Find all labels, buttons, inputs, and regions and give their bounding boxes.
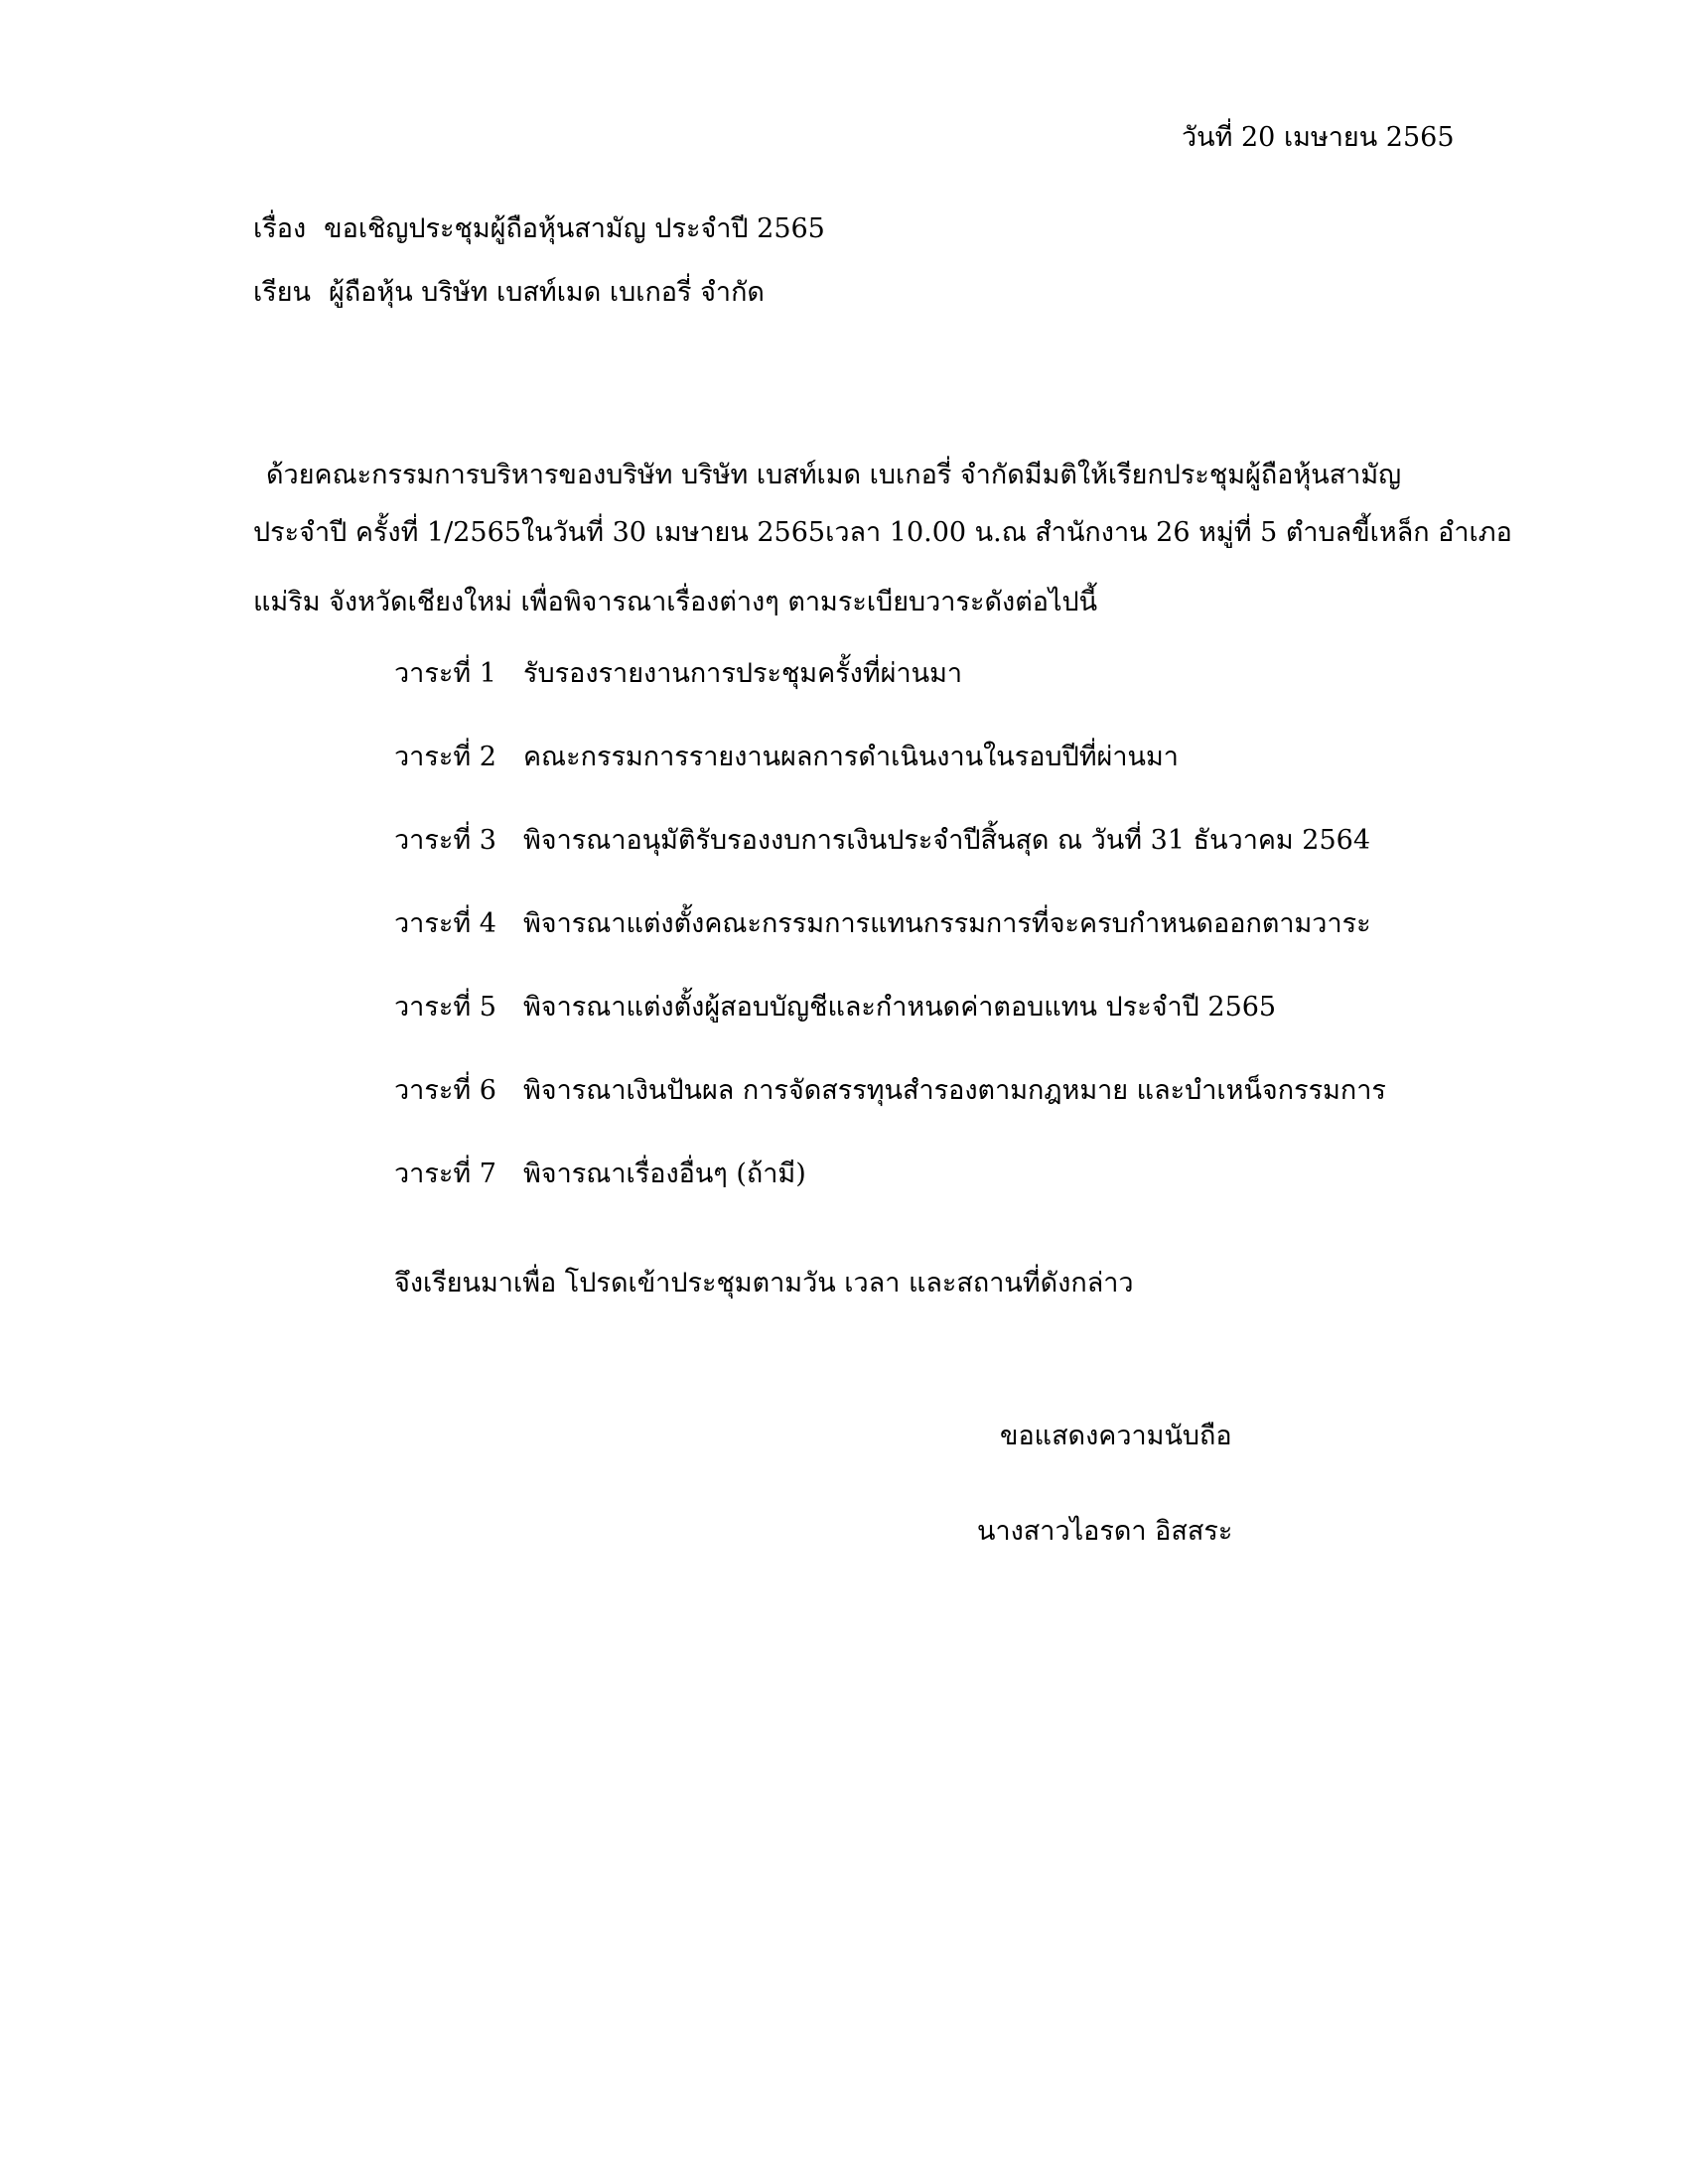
subject-text: ขอเชิญประชุมผู้ถือหุ้นสามัญ ประจำปี 2565: [324, 213, 825, 244]
closing-sentence: จึงเรียนมาเพื่อ โปรดเข้าประชุมตามวัน เวลา และสถานที่ดังกล่าว: [394, 1268, 1134, 1298]
agenda-item-5: [394, 991, 1386, 1074]
salutation-text: ผู้ถือหุ้น บริษัท เบสท์เมด เบเกอรี่ จำกัด: [329, 277, 765, 308]
agenda-number: วาระที่ 3: [394, 825, 496, 856]
agenda-text: พิจารณาเงินปันผล การจัดสรรทุนสำรองตามกฎหมาย และบำเหน็จกรรมการ: [523, 1075, 1386, 1106]
signer-name: นางสาวไอรดา อิสสระ: [977, 1516, 1233, 1547]
agenda-number: วาระที่ 4: [394, 908, 496, 939]
agenda-text: คณะกรรมการรายงานผลการดำเนินงานในรอบปีที่ผ่านมา: [523, 742, 1179, 772]
subject-line: [253, 212, 825, 246]
salutation-line: [253, 276, 765, 310]
letter-date: วันที่ 20 เมษายน 2565: [1182, 122, 1455, 153]
agenda-item-7: [394, 1158, 1386, 1241]
agenda-list: [394, 657, 1386, 1241]
agenda-item-2: [394, 741, 1386, 824]
salutation-label: เรียน: [253, 277, 312, 308]
agenda-number: วาระที่ 5: [394, 992, 496, 1023]
agenda-item-3: [394, 824, 1386, 907]
agenda-text: พิจารณาแต่งตั้งผู้สอบบัญชีและกำหนดค่าตอบแทน ประจำปี 2565: [523, 992, 1277, 1023]
agenda-text: พิจารณาอนุมัติรับรองงบการเงินประจำปีสิ้นสุด ณ วันที่ 31 ธันวาคม 2564: [523, 825, 1371, 856]
body-paragraph-line-1: ด้วยคณะกรรมการบริหารของบริษัท บริษัท เบสท์เมด เบเกอรี่ จำกัดมีมติให้เรียกประชุมผู้ถือหุ้นสามัญ: [266, 460, 1402, 490]
agenda-text: รับรองรายงานการประชุมครั้งที่ผ่านมา: [523, 658, 963, 689]
agenda-item-6: [394, 1074, 1386, 1158]
agenda-number: วาระที่ 7: [394, 1159, 496, 1189]
agenda-item-1: [394, 657, 1386, 741]
body-paragraph-line-3: แม่ริม จังหวัดเชียงใหม่ เพื่อพิจารณาเรื่องต่างๆ ตามระเบียบวาระดังต่อไปนี้: [253, 587, 1098, 617]
agenda-number: วาระที่ 1: [394, 658, 496, 689]
agenda-number: วาระที่ 2: [394, 742, 496, 772]
body-paragraph-line-2: ประจำปี ครั้งที่ 1/2565ในวันที่ 30 เมษายน 2565เวลา 10.00 น.ณ สำนักงาน 26 หมู่ที่ 5 ตำบลขี้เหล็ก อำเภอ: [253, 517, 1512, 548]
agenda-item-4: [394, 907, 1386, 991]
regards-text: ขอแสดงความนับถือ: [1000, 1421, 1232, 1451]
agenda-text: พิจารณาเรื่องอื่นๆ (ถ้ามี): [523, 1159, 806, 1189]
agenda-text: พิจารณาแต่งตั้งคณะกรรมการแทนกรรมการที่จะครบกำหนดออกตามวาระ: [523, 908, 1371, 939]
agenda-number: วาระที่ 6: [394, 1075, 496, 1106]
subject-label: เรื่อง: [253, 213, 307, 244]
